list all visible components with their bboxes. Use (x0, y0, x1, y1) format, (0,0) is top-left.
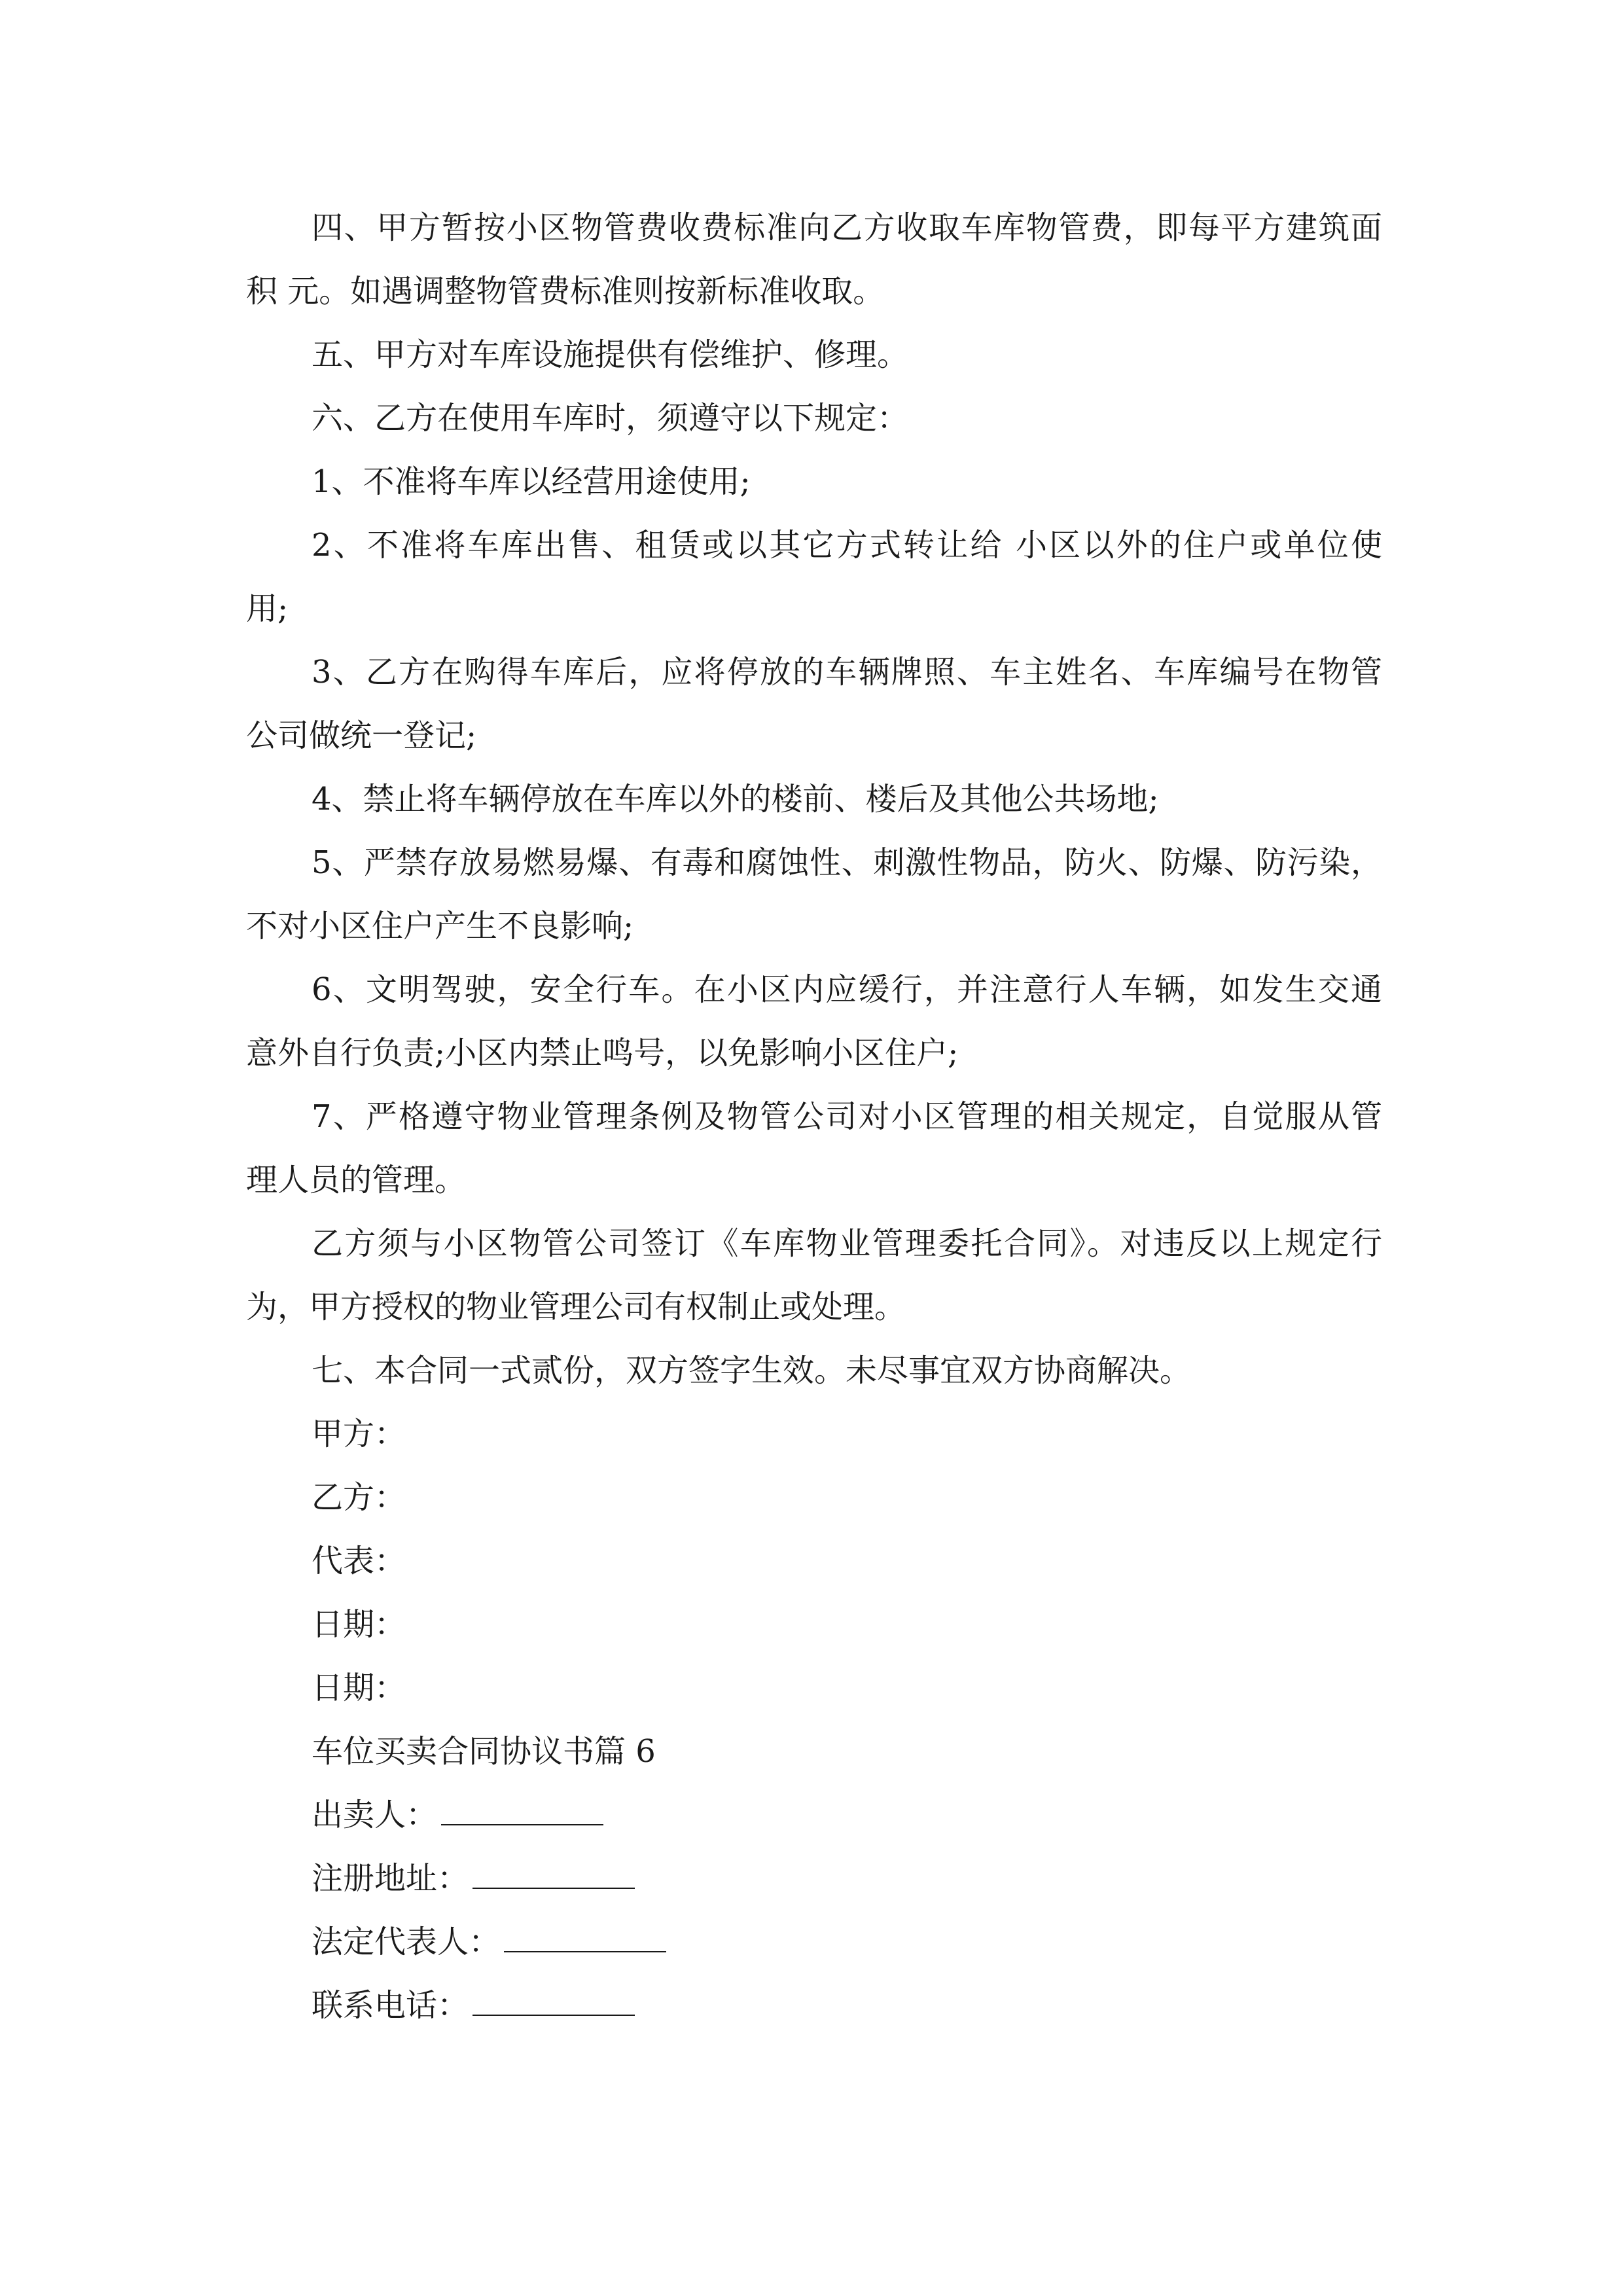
contact-phone-label: 联系电话： (312, 1987, 469, 2024)
legal-representative-label: 法定代表人： (312, 1924, 501, 1960)
clause-4-line-1: 四、甲方暂按小区物管费收费标准向乙方收取车库物管费，即每平方建筑面 (312, 209, 1382, 246)
legal-representative-blank (504, 1925, 666, 1952)
contact-phone-field (246, 1974, 1382, 2037)
date-label-1: 日期： (312, 1606, 406, 1643)
management-contract-line-2: 为，甲方授权的物业管理公司有权制止或处理。 (246, 1289, 906, 1325)
legal-representative-field (246, 1910, 1382, 1974)
rule-6-line-2: 意外自行负责;小区内禁止鸣号，以免影响小区住户; (246, 1035, 959, 1071)
rule-7-line-2: 理人员的管理。 (246, 1162, 467, 1198)
party-a-label: 甲方： (312, 1416, 406, 1452)
clause-7: 七、本合同一式贰份，双方签字生效。未尽事宜双方协商解决。 (312, 1352, 1192, 1389)
rule-7-line-1: 7、严格遵守物业管理条例及物管公司对小区管理的相关规定，自觉服从管 (312, 1098, 1382, 1135)
section-heading: 车位买卖合同协议书篇 6 (312, 1733, 656, 1770)
seller-field (246, 1784, 1382, 1847)
seller-blank (441, 1798, 603, 1825)
rule-2-line-1: 2、不准将车库出售、租赁或以其它方式转让给 小区以外的住户或单位使 (312, 527, 1382, 564)
rule-1: 1、不准将车库以经营用途使用; (312, 463, 751, 500)
rule-3-line-1: 3、乙方在购得车库后，应将停放的车辆牌照、车主姓名、车库编号在物管 (312, 654, 1382, 691)
rule-4: 4、禁止将车辆停放在车库以外的楼前、楼后及其他公共场地; (312, 781, 1159, 817)
clause-5: 五、甲方对车库设施提供有偿维护、修理。 (312, 336, 909, 373)
seller-label: 出卖人： (312, 1797, 438, 1833)
rule-6-line-1: 6、文明驾驶，安全行车。在小区内应缓行，并注意行人车辆，如发生交通 (312, 971, 1382, 1008)
rule-5-line-2: 不对小区住户产生不良影响; (246, 908, 634, 944)
registered-address-blank (473, 1861, 635, 1889)
management-contract-line-1: 乙方须与小区物管公司签订《车库物业管理委托合同》。对违反以上规定行 (312, 1225, 1382, 1262)
rule-5-line-1: 5、严禁存放易燃易爆、有毒和腐蚀性、刺激性物品，防火、防爆、防污染， (312, 844, 1382, 881)
rule-3-line-2: 公司做统一登记; (246, 717, 477, 754)
date-label-2: 日期： (312, 1670, 406, 1706)
document-body (246, 196, 1382, 2037)
rule-2-line-2: 用; (246, 590, 289, 627)
contact-phone-blank (473, 1988, 635, 2016)
clause-6: 六、乙方在使用车库时，须遵守以下规定： (312, 400, 909, 437)
representative-label: 代表： (312, 1543, 406, 1579)
clause-4-line-2: 积 元。如遇调整物管费标准则按新标准收取。 (246, 273, 885, 310)
party-b-label: 乙方： (312, 1479, 406, 1516)
registered-address-label: 注册地址： (312, 1860, 469, 1897)
registered-address-field (246, 1847, 1382, 1910)
